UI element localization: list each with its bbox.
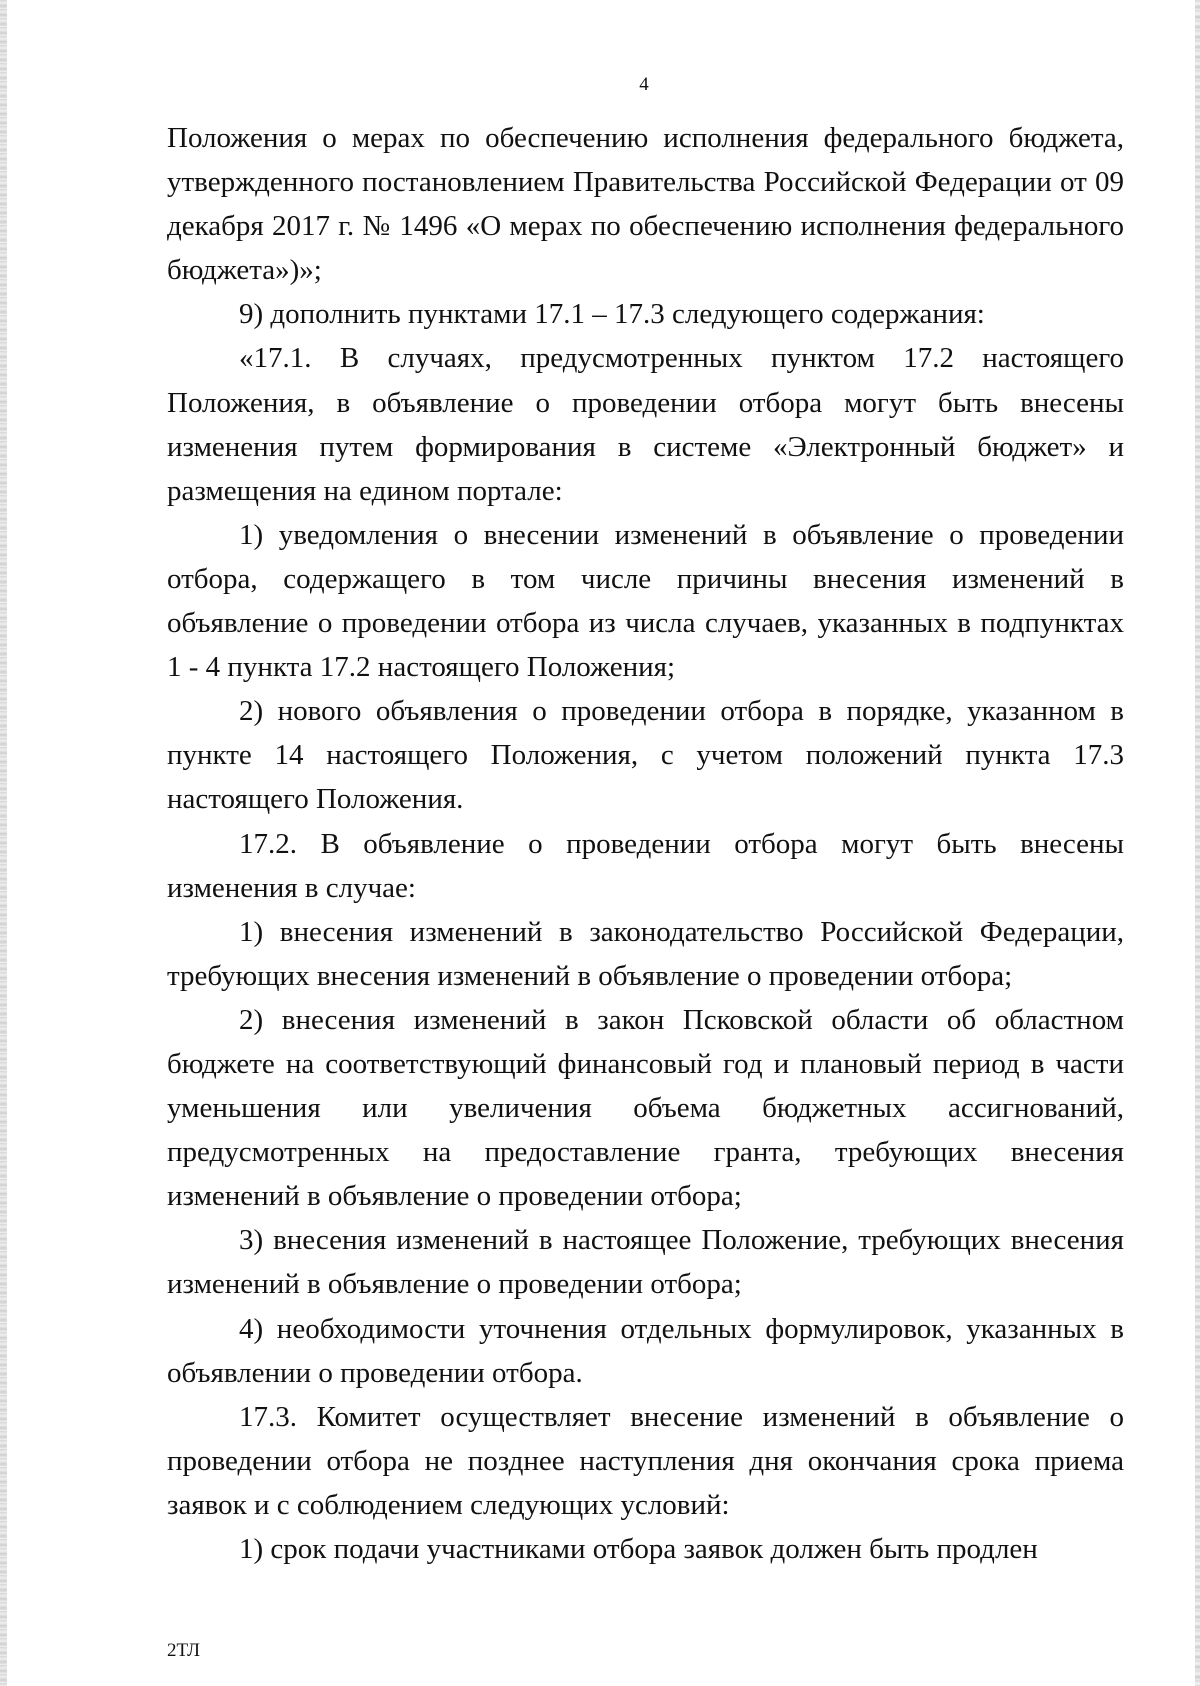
- page-number: 4: [639, 74, 649, 95]
- paragraph-17-1: «17.1. В случаях, предусмотренных пунктом 17.2 настоящего Положения, в объявление о проведении отбора могут быть внесены изменения путем формирования в системе «Электронный бюджет» и размещения на едином портале:: [167, 342, 1124, 507]
- paragraph-17-3: 17.3. Комитет осуществляет внесение изменений в объявление о проведении отбора не позднее наступления дня окончания срока приема заявок и с соблюдением следующих условий:: [167, 1400, 1124, 1521]
- paragraph-17-3-sub-1: 1) срок подачи участниками отбора заявок должен быть продлен: [239, 1533, 1038, 1565]
- paragraph-17-2-sub-4: 4) необходимости уточнения отдельных формулировок, указанных в объявлении о проведении отбора.: [167, 1312, 1124, 1389]
- document-body: [167, 116, 1124, 1571]
- paragraph-17-2-sub-1: 1) внесения изменений в законодательство Российской Федерации, требующих внесения изменений в объявление о проведении отбора;: [167, 915, 1124, 992]
- paragraph-continuation: Положения о мерах по обеспечению исполнения федерального бюджета, утвержденного постановлением Правительства Российской Федерации от 09 декабря 2017 г. № 1496 «О мерах по обеспечению исполнения федерального бюджета»)»;: [167, 122, 1124, 287]
- paragraph-17-2: 17.2. В объявление о проведении отбора могут быть внесены изменения в случае:: [167, 827, 1124, 904]
- scan-edge-left: [0, 0, 7, 1686]
- paragraph-item-9: 9) дополнить пунктами 17.1 – 17.3 следующего содержания:: [239, 298, 985, 331]
- paragraph-17-2-sub-3: 3) внесения изменений в настоящее Положение, требующих внесения изменений в объявление о проведении отбора;: [167, 1224, 1124, 1301]
- scan-edge-right: [1195, 0, 1200, 1686]
- footer-code: 2ТЛ: [167, 1640, 201, 1661]
- paragraph-17-1-sub-1: 1) уведомления о внесении изменений в объявление о проведении отбора, содержащего в том числе причины внесения изменений в объявление о проведении отбора из числа случаев, указанных в подпунктах 1 - 4 пункта 17.2 настоящего Положения;: [167, 518, 1124, 684]
- paragraph-17-2-sub-2: 2) внесения изменений в закон Псковской области об областном бюджете на соответствующий финансовый год и плановый период в части уменьшения или увеличения объема бюджетных ассигнований, предусмотренных на предоставление гранта, требующих внесения изменений в объявление о проведении отбора;: [167, 1003, 1124, 1213]
- paragraph-17-1-sub-2: 2) нового объявления о проведении отбора в порядке, указанном в пункте 14 настоящего Положения, с учетом положений пункта 17.3 настоящего Положения.: [167, 695, 1124, 816]
